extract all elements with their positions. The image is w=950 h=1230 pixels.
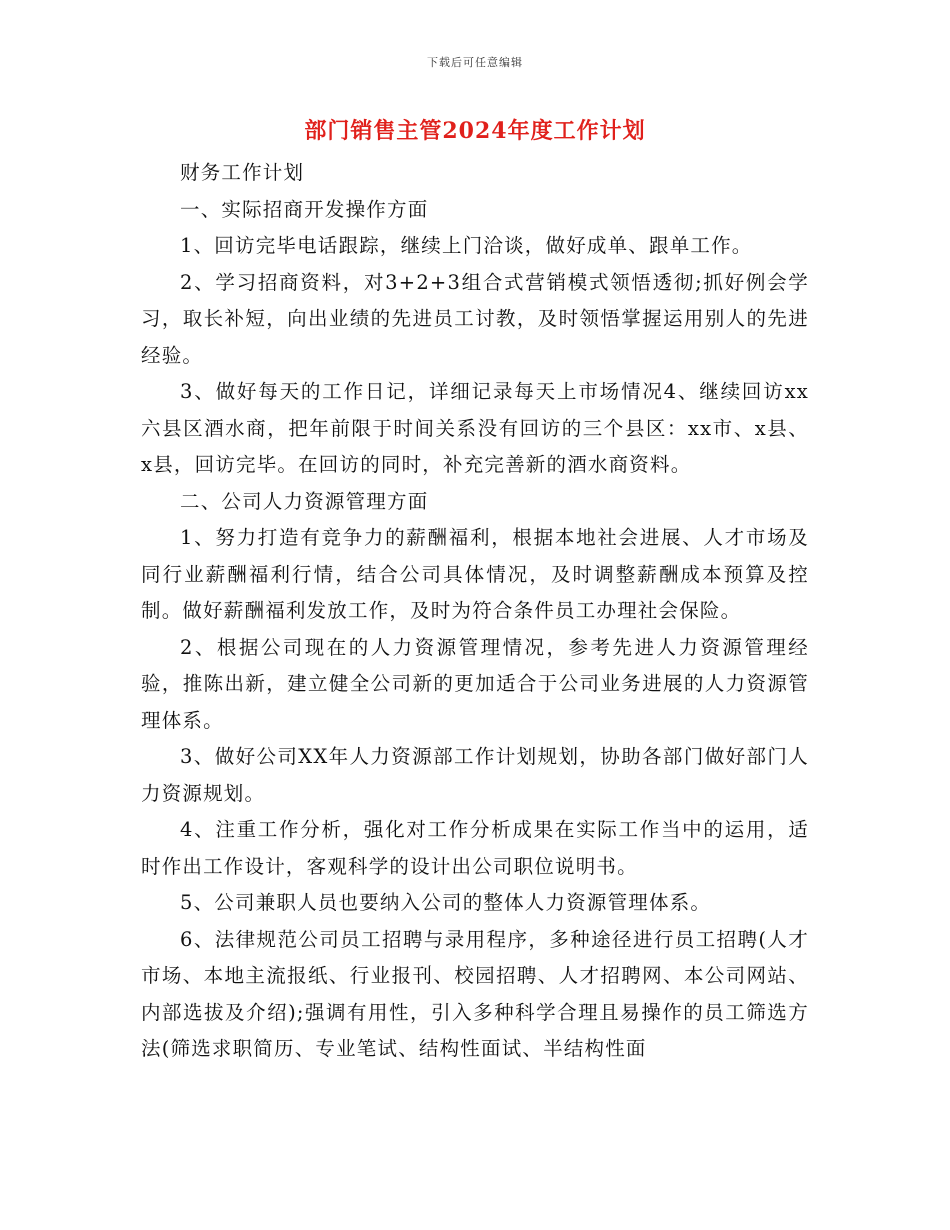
section-heading: 一、实际招商开发操作方面 (180, 197, 429, 221)
paragraph: 3、做好每天的工作日记，详细记录每天上市场情况4、继续回访xx六县区酒水商，把年前限于时间关系没有回访的三个县区：xx市、x县、x县，回访完毕。在回访的同时，补充完善新的酒水商资料。 (141, 380, 809, 476)
paragraph: 财务工作计划 (180, 161, 305, 184)
paragraph: 1、努力打造有竞争力的薪酬福利，根据本地社会进展、人才市场及同行业薪酬福利行情，结合公司具体情况，及时调整薪酬成本预算及控制。做好薪酬福利发放工作，及时为符合条件员工办理社会保险。 (141, 526, 809, 622)
paragraph: 2、根据公司现在的人力资源管理情况，参考先进人力资源管理经验，推陈出新，建立健全公司新的更加适合于公司业务进展的人力资源管理体系。 (141, 635, 809, 732)
header-note: 下载后可任意编辑 (427, 56, 523, 69)
document-title: 部门销售主管2024年度工作计划 (304, 118, 646, 144)
section-heading: 二、公司人力资源管理方面 (180, 489, 429, 513)
paragraph: 2、学习招商资料，对3+2+3组合式营销模式领悟透彻;抓好例会学习，取长补短，向出业绩的先进员工讨教，及时领悟掌握运用别人的先进经验。 (141, 270, 809, 367)
paragraph: 5、公司兼职人员也要纳入公司的整体人力资源管理体系。 (180, 891, 712, 914)
document-body (141, 155, 809, 1068)
paragraph: 4、注重工作分析，强化对工作分析成果在实际工作当中的运用，适时作出工作设计，客观科学的设计出公司职位说明书。 (141, 818, 809, 878)
paragraph: 6、法律规范公司员工招聘与录用程序，多种途径进行员工招聘(人才市场、本地主流报纸、行业报刊、校园招聘、人才招聘网、本公司网站、内部选拔及介绍);强调有用性，引入多种科学合理且易操作的员工筛选方法(筛选求职简历、专业笔试、结构性面试、半结构性面 (141, 927, 809, 1060)
paragraph: 3、做好公司XX年人力资源部工作计划规划，协助各部门做好部门人力资源规划。 (141, 745, 809, 805)
paragraph: 1、回访完毕电话跟踪，继续上门洽谈，做好成单、跟单工作。 (180, 234, 753, 257)
